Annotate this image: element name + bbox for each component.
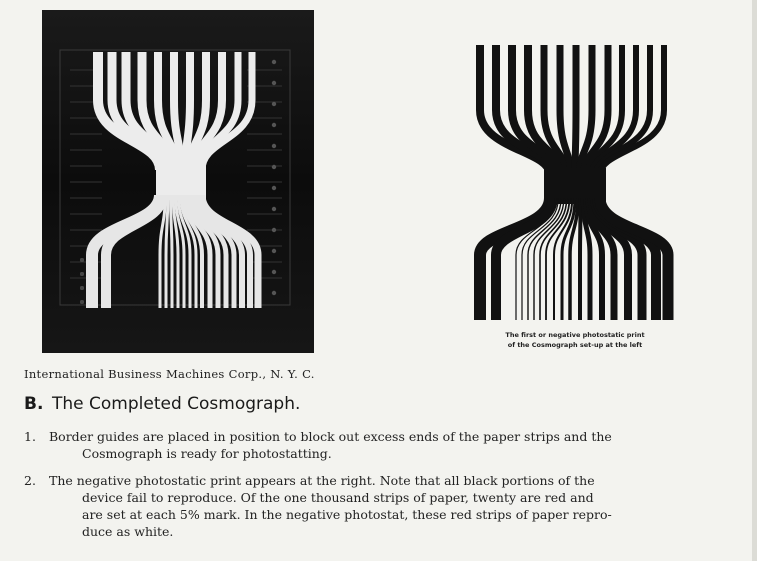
section-title: The Completed Cosmograph. <box>52 394 301 414</box>
list-item <box>24 428 744 462</box>
list-item-line: are set at each 5% mark. In the negative photostat, these red strips of paper repro- <box>82 507 612 522</box>
peg-dot <box>272 165 276 169</box>
print-caption <box>470 330 680 350</box>
print-strip-lower <box>580 198 581 320</box>
peg-dot <box>272 228 276 232</box>
list-item-number: 1. <box>24 429 36 444</box>
section-letter: B. <box>24 394 44 414</box>
peg-dot <box>272 270 276 274</box>
list-item-line: The negative photostatic print appears at the right. Note that all black portions of the <box>49 473 595 488</box>
peg-dot <box>272 81 276 85</box>
peg-dot <box>272 123 276 127</box>
peg-dot <box>80 272 84 276</box>
print-caption-line2: of the Cosmograph set-up at the left <box>507 341 643 349</box>
negative-print-svg <box>470 40 680 325</box>
strip-waist <box>156 160 206 200</box>
peg-dot <box>80 300 84 304</box>
list-item-number: 2. <box>24 473 36 488</box>
cosmograph-photo-svg <box>42 10 314 353</box>
photo-credit: International Business Machines Corp., N. Y. C. <box>24 367 315 381</box>
peg-dot <box>80 286 84 290</box>
print-strip-upper <box>575 45 576 175</box>
peg-dot <box>272 60 276 64</box>
peg-dot <box>272 207 276 211</box>
list-item-line: device fail to reproduce. Of the one thousand strips of paper, twenty are red and <box>82 490 594 505</box>
peg-dot <box>272 291 276 295</box>
peg-dot <box>272 144 276 148</box>
peg-dot <box>80 258 84 262</box>
list-item-line: Cosmograph is ready for photostatting. <box>82 446 332 461</box>
print-strip-lower <box>496 198 553 320</box>
cosmograph-photo <box>42 10 314 353</box>
peg-dot <box>272 249 276 253</box>
list-item <box>24 472 744 540</box>
peg-dot <box>272 186 276 190</box>
strip-lower <box>171 195 173 308</box>
peg-dot <box>272 102 276 106</box>
section-heading <box>24 394 300 414</box>
print-strips <box>480 45 668 320</box>
page-edge <box>752 0 757 561</box>
print-caption-line1: The first or negative photostatic print <box>505 331 645 339</box>
list-item-line: Border guides are placed in position to block out excess ends of the paper strips and the <box>49 429 612 444</box>
negative-print <box>470 40 680 325</box>
list-item-line: duce as white. <box>82 524 174 539</box>
